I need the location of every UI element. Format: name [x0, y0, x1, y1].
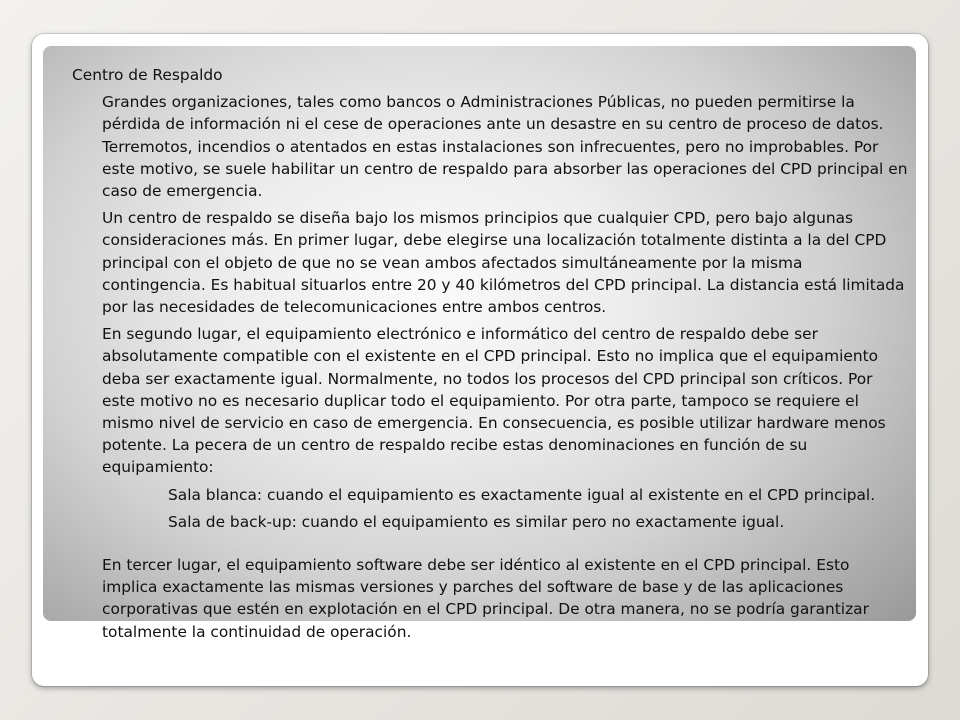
slide-heading: Centro de Respaldo — [72, 66, 223, 84]
paragraph-software: En tercer lugar, el equipamiento software debe ser idéntico al existente en el CPD principal. Esto implica exactamente las mismas versiones y parches del software de base y de las aplicaciones corporativas que estén en explotación en el CPD principal. De otra manera, no se podría garantizar totalmente la continuidad de operación. — [102, 556, 869, 641]
subitem-sala-backup: Sala de back-up: cuando el equipamiento es similar pero no exactamente igual. — [168, 512, 785, 531]
paragraph-equipment: En segundo lugar, el equipamiento electrónico e informático del centro de respaldo debe ser absolutamente compatible con el existente en el CPD principal. Esto no implica que el equipamiento deba ser exactamente igual. Normalmente, no todos los procesos del CPD principal son críticos. Por este motivo no es necesario duplicar todo el equipamiento. Por otra parte, tampoco se requiere el mismo nivel de servicio en caso de emergencia. En consecuencia, es posible utilizar hardware menos potente. La pecera de un centro de respaldo recibe estas denominaciones en función de su equipamiento: — [102, 325, 886, 477]
slide-text-body — [72, 64, 908, 648]
paragraph-intro: Grandes organizaciones, tales como bancos o Administraciones Públicas, no pueden permitirse la pérdida de información ni el cese de operaciones ante un desastre en su centro de proceso de datos. Terremotos, incendios o atentados en estas instalaciones son infrecuentes, pero no improbables. Por este motivo, se suele habilitar un centro de respaldo para absorber las operaciones del CPD principal en caso de emergencia. — [102, 93, 908, 201]
spacer — [72, 538, 908, 554]
paragraph-location: Un centro de respaldo se diseña bajo los mismos principios que cualquier CPD, pero bajo algunas consideraciones más. En primer lugar, debe elegirse una localización totalmente distinta a la del CPD principal con el objeto de que no se vean ambos afectados simultáneamente por la misma contingencia. Es habitual situarlos entre 20 y 40 kilómetros del CPD principal. La distancia está limitada por las necesidades de telecomunicaciones entre ambos centros. — [102, 209, 905, 317]
subitem-sala-blanca: Sala blanca: cuando el equipamiento es exactamente igual al existente en el CPD principal. — [168, 485, 876, 504]
